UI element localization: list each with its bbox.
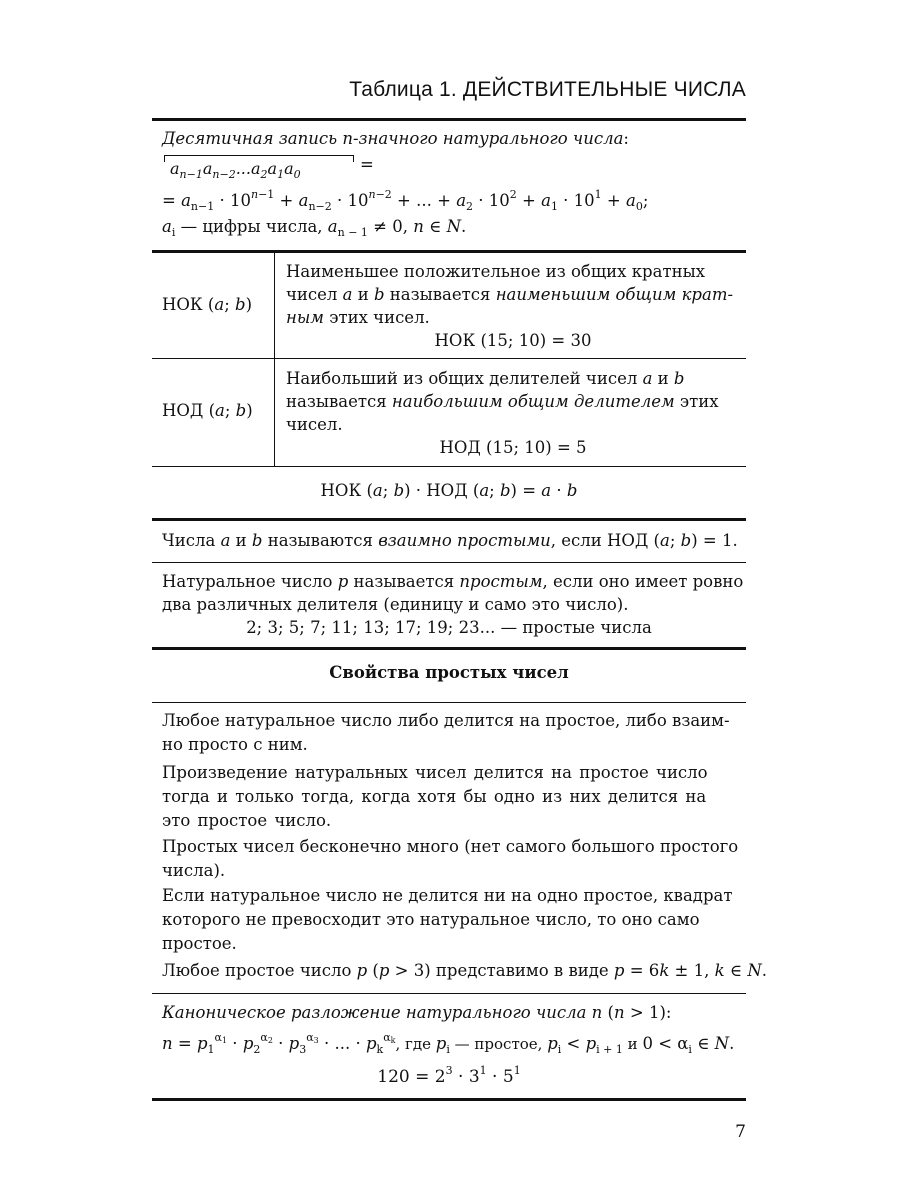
table-bottom-rule <box>152 466 746 467</box>
rule-before-table <box>152 250 746 253</box>
gcd-line1: Наибольший из общих делителей чисел a и b <box>286 369 685 388</box>
rule-before-prime <box>152 562 746 563</box>
rule-before-coprime <box>152 518 746 521</box>
canonical-title: Каноническое разложение натурального числа n (n > 1): <box>162 1003 672 1022</box>
gcd-example: НОД (15; 10) = 5 <box>439 438 587 457</box>
canonical-example: $120 = 2^3 \cdot 3^1 \cdot 5^1$ <box>377 1064 521 1087</box>
decimal-title <box>162 128 629 150</box>
properties-heading: Свойства простых чисел <box>329 663 569 682</box>
lcm-line3: ным этих чисел. <box>286 308 430 327</box>
prime-definition-line2: два различных делителя (единицу и само это число). <box>162 595 629 614</box>
property-1: Любое натуральное число либо делится на простое, либо взаим- но просто с ним. <box>162 711 730 754</box>
property-2: Произведение натуральных чисел делится на простое число тогда и только тогда, когда хотя бы одно из них делится на это простое число. <box>162 763 708 830</box>
prime-definition-line1: Натуральное число p называется простым, если оно имеет ровно <box>162 572 744 591</box>
gcd-label: НОД (a; b) <box>162 401 253 420</box>
rule-after-properties-heading <box>152 702 746 703</box>
lcm-definition <box>286 260 740 352</box>
lcm-example: НОК (15; 10) = 30 <box>434 331 592 350</box>
gcd-line2: называется наибольшим общим делителем этих <box>286 392 719 411</box>
canonical-formula: $n = p_1^{\alpha_1} \cdot p_2^{\alpha_2} \cdot p_3^{\alpha_3}$ · ... · $p_k^{\alpha_k}$, где $p_i$ — простое, $p_i < p_{i + 1}$ и $0 < \alpha_i$ ∈ N. <box>162 1031 735 1056</box>
lcm-label: НОК (a; b) <box>162 295 253 314</box>
prime-examples: 2; 3; 5; 7; 11; 13; 17; 19; 23... — простые числа <box>246 618 652 637</box>
lcm-line2: чисел a и b называется наименьшим общим крат- <box>286 285 734 304</box>
page-number: 7 <box>735 1122 746 1142</box>
decimal-title-text: Десятичная запись n-значного натурального числа <box>162 129 624 148</box>
table-divider <box>274 252 275 466</box>
digits-equals: = <box>360 155 374 174</box>
bottom-rule <box>152 1098 746 1101</box>
rule-before-canonical <box>152 993 746 994</box>
property-3: Простых чисел бесконечно много (нет самого большого простого числа). <box>162 837 739 880</box>
top-rule <box>152 118 746 121</box>
gcd-definition <box>286 367 740 459</box>
digits-notation: $a_{n-1}a_{n-2}...a_2a_1a_0$ <box>170 159 301 181</box>
page <box>152 0 768 1200</box>
property-4: Если натуральное число не делится ни на одно простое, квадрат которого не превосходит это натуральное число, то оно само простое. <box>162 886 733 953</box>
lcm-line1: Наименьшее положительное из общих кратных <box>286 262 706 281</box>
page-header: Таблица 1. ДЕЙСТВИТЕЛЬНЫЕ ЧИСЛА <box>349 78 746 101</box>
lcm-gcd-identity: НОК (a; b) · НОД (a; b) = a · b <box>320 481 578 500</box>
gcd-line3: чисел. <box>286 415 343 434</box>
rule-before-properties <box>152 647 746 650</box>
decimal-title-colon: : <box>623 129 629 148</box>
digits-note: $a_i$ — цифры числа, $a_{n - 1} \ne 0$, n ∈ N. <box>162 217 467 239</box>
coprime-definition: Числа a и b называются взаимно простыми, если НОД (a; b) = 1. <box>162 531 738 550</box>
property-5: Любое простое число p (p > 3) представимо в виде p = 6k ± 1, k ∈ N. <box>162 961 768 980</box>
decimal-expansion: = $a_{n-1} \cdot 10^{n-1} + a_{n-2} \cdot 10^{n-2}$ + ... + $a_2 \cdot 10^2 + a_1 \cdot 10^1 + a_0$; <box>162 188 649 213</box>
table-mid-rule <box>152 358 746 359</box>
